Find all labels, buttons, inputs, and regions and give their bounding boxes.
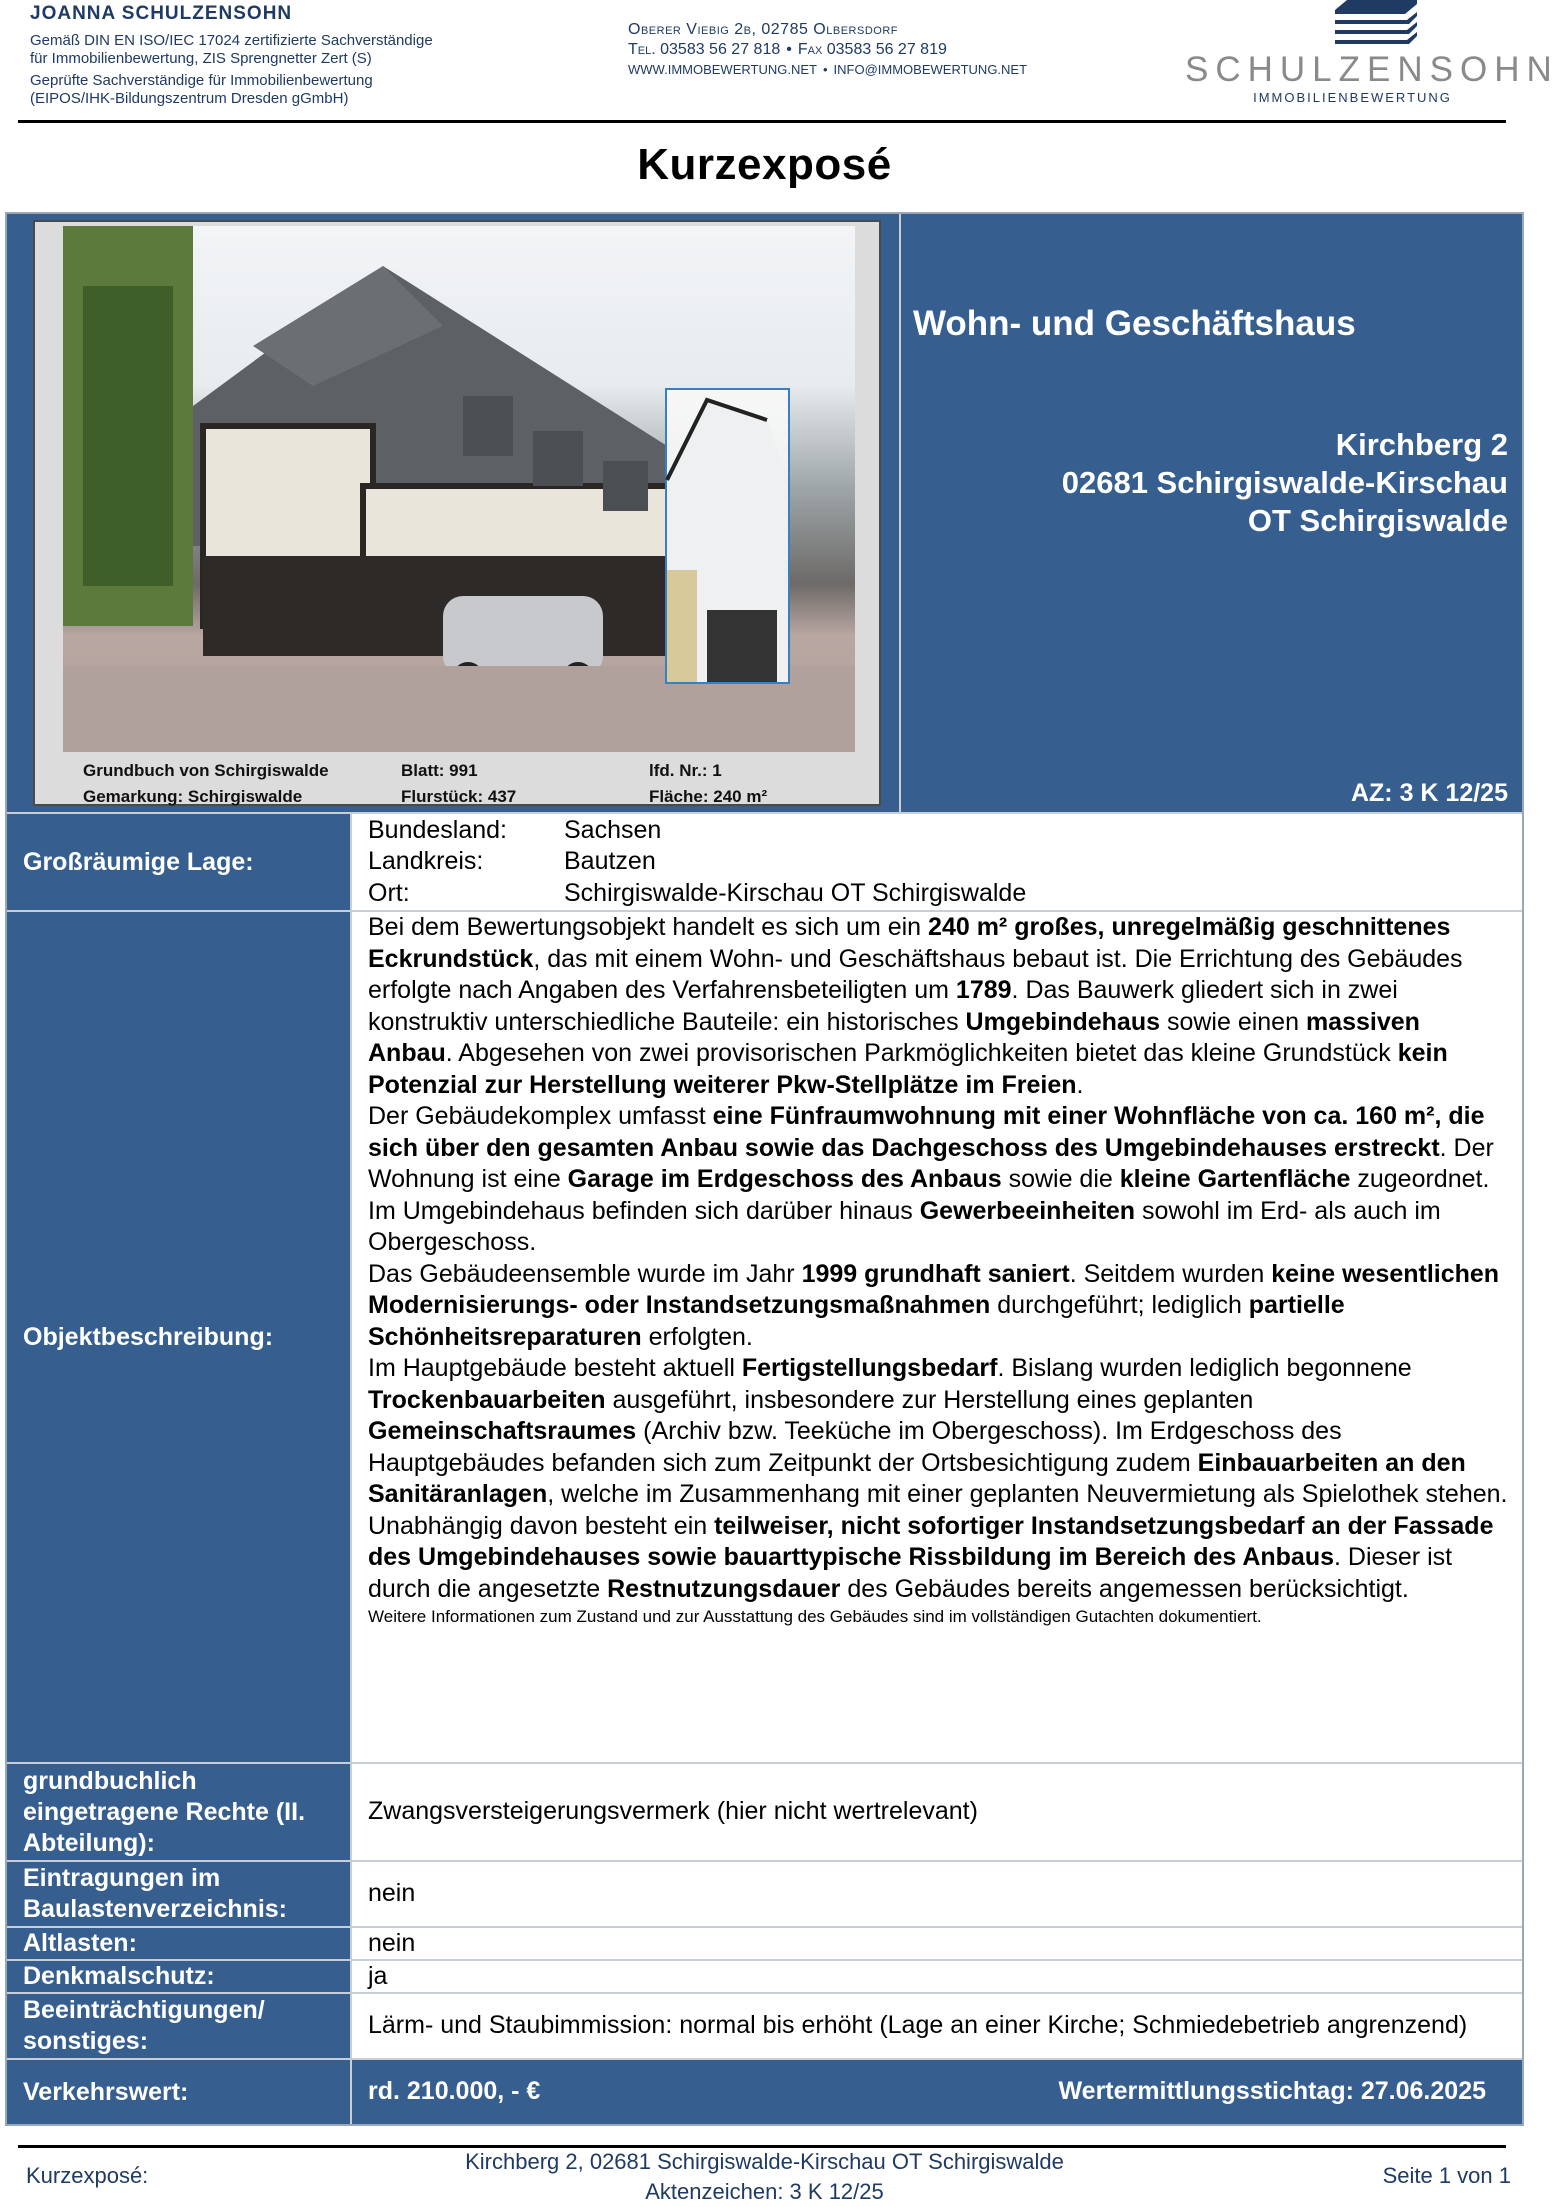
text-run: Das Gebäudeensemble wurde im Jahr [368,1259,802,1288]
text-run: Der Gebäudekomplex umfasst [368,1102,713,1130]
text-run: , das mit einem Wohn- und Geschäftshaus bebaut ist. Die Errichtung des Gebäudes erfolgte nach Angaben des Verfahrensbeteiligten um [368,944,1463,1004]
emphasized-text: Gemeinschaftsraumes [368,1417,637,1445]
annex-building-image-icon [667,390,788,682]
text-run: erfolgten. [641,1322,753,1351]
phone-number: Tel. 03583 56 27 818 [628,41,781,58]
value-altlasten: nein [368,1928,416,1957]
text-run: sowie die [1001,1165,1120,1193]
address-city: 02681 Schirgiswalde-Kirschau [1061,465,1508,500]
lage-value: Sachsen [564,815,662,844]
lage-key: Bundesland: [368,815,508,844]
footer-doc-type: Kurzexposé: [26,2163,149,2188]
description-paragraph [368,1511,1510,1606]
certification-text [30,32,510,68]
caption-lfd-nr: lfd. Nr.: 1 [649,761,722,780]
letterhead [20,0,1559,122]
footer-reference [0,2147,1529,2207]
case-number: AZ: 3 K 12/25 [1350,779,1508,807]
text-run: durchgeführt; lediglich [990,1291,1249,1319]
emphasized-text: Fertigstellungsbedarf [741,1354,998,1382]
emphasized-text: Garage im Erdgeschoss des Anbaus [567,1165,1002,1193]
row-denkmal [7,1961,1522,1994]
expose-table [5,212,1524,2126]
lage-value: Bautzen [564,847,656,876]
description-paragraph [368,912,1510,1101]
emphasized-text: teilweiser, nicht sofortiger Instandsetzungsbedarf an der Fassade des Umgebindehauses sowie bauarttypische Rissbildung im Bereich des Anbaus [368,1511,1494,1571]
address-district: OT Schirgiswalde [1247,503,1508,538]
valuation-date: Wertermittlungsstichtag: 27.06.2025 [1058,2077,1486,2106]
cert-line: für Immobilienbewertung, ZIS Sprengnetter Zert (S) [30,50,372,67]
row-beschreibung [7,912,1522,1764]
logo-subtitle: IMMOBILIENBEWERTUNG [1253,90,1452,105]
text-run: . Dieser ist durch die angesetzte [368,1543,1453,1603]
emphasized-text: Trockenbauarbeiten [368,1385,606,1414]
caption-blatt: Blatt: 991 [401,761,478,780]
caption-flurstueck: Flurstück: 437 [401,787,517,806]
label-lage: Großräumige Lage: [7,814,352,910]
text-run: des Gebäudes bereits angemessen berücksichtigt. [840,1574,1409,1603]
lage-value: Schirgiswalde-Kirschau OT Schirgiswalde [564,878,1027,907]
text-run: sowohl im Erd- als auch im Obergeschoss. [368,1196,1441,1256]
company-logo [1185,0,1559,110]
value-denkmal: ja [368,1961,388,1990]
label-baulasten: Eintragungen im Baulastenverzeichnis: [7,1862,352,1926]
caption-gemarkung: Gemarkung: Schirgiswalde [83,787,303,806]
text-run: sowie einen [1160,1007,1306,1036]
phone-fax [628,40,1027,60]
lage-key: Ort: [368,878,410,907]
label-beeintraechtigungen: Beeinträchtigungen/ sonstiges: [7,1994,352,2058]
email-link[interactable]: INFO@IMMOBEWERTUNG.NET [833,62,1028,77]
row-baulasten [7,1862,1522,1928]
hero-section [7,214,1522,814]
value-beeintraechtigungen: Lärm- und Staubimmission: normal bis erhöht (Lage an einer Kirche; Schmiedebetrieb angrenzend) [368,2011,1468,2040]
value-beschreibung [352,912,1522,1762]
photo-frame [33,220,881,806]
appraiser-name: JOANNA SCHULZENSOHN [30,3,293,24]
text-run: . Das Bauwerk gliedert sich in zwei konstruktiv unterschiedliche Bauteile: ein historisches [368,976,1398,1036]
emphasized-text: Gewerbeeinheiten [919,1196,1136,1225]
lage-grid [368,815,1510,910]
text-run: Bei dem Bewertungsobjekt handelt es sich um ein [368,913,929,941]
text-run: ausgeführt, insbesondere zur Herstellung eines geplanten [605,1385,1254,1414]
page-number: Seite 1 von 1 [1382,2163,1511,2188]
label-beschreibung: Objektbeschreibung: [7,912,352,1762]
photo-panel [7,214,901,812]
emphasized-text: Einbauarbeiten an den Sanitäranlagen [368,1448,1466,1508]
description-paragraph [368,1101,1510,1196]
cert-line: Geprüfte Sachverständige für Immobilienbewertung [30,72,373,89]
fax-number: Fax 03583 56 27 819 [797,41,947,58]
description-footnote: Weitere Informationen zum Zustand und zur Ausstattung des Gebäudes sind im vollständigen Gutachten dokumentiert. [368,1607,1262,1626]
building-photo-annex [665,388,790,684]
emphasized-text: kleine Gartenfläche [1119,1165,1351,1193]
emphasized-text: 1789 [955,976,1012,1004]
separator-dot: • [786,41,792,58]
caption-flaeche: Fläche: 240 m² [649,787,768,806]
web-email [628,60,1027,80]
label-rechte: grundbuchlich eingetragene Rechte (II. Abteilung): [7,1764,352,1860]
market-value: rd. 210.000, - € [368,2077,541,2106]
stacked-layers-logo-icon [1335,0,1417,46]
description-paragraph [368,1353,1510,1511]
description-paragraph [368,1196,1510,1259]
text-run: . Bislang wurden lediglich begonnene [997,1354,1412,1382]
row-altlasten [7,1928,1522,1961]
page-title: Kurzexposé [637,140,892,189]
emphasized-text: massiven Anbau [368,1007,1420,1067]
text-run: Im Hauptgebäude besteht aktuell [368,1354,742,1382]
office-address: Oberer Viebig 2b, 02785 Olbersdorf [628,21,898,38]
object-summary-panel [901,214,1522,812]
value-verkehrswert [352,2060,1522,2124]
text-run: (Archiv bzw. Teeküche im Obergeschoss). Im Erdgeschoss des Hauptgebäudes befanden sich zum Zeitpunkt der Ortsbesichtigung zudem [368,1417,1342,1477]
emphasized-text: 240 m² großes, unregelmäßig geschnittenes Eckrundstück [368,913,1451,973]
emphasized-text: partielle Schönheitsreparaturen [368,1291,1345,1351]
object-address [1062,426,1508,540]
text-run: . Seitdem wurden [1069,1259,1272,1288]
row-verkehrswert [7,2060,1522,2124]
lage-key: Landkreis: [368,847,484,876]
text-run: , welche im Zusammenhang mit einer geplanten Neuvermietung als Spielothek stehen. [547,1480,1508,1508]
value-lage [352,814,1522,910]
letterhead-contact [628,20,1027,80]
text-run: . [1076,1070,1084,1099]
text-run: Im Umgebindehaus befinden sich darüber hinaus [368,1196,920,1225]
caption-grundbuch: Grundbuch von Schirgiswalde [83,761,329,780]
emphasized-text: Restnutzungsdauer [607,1574,841,1603]
emphasized-text: Umgebindehaus [965,1007,1161,1036]
header-divider [18,120,1506,123]
emphasized-text: keine wesentlichen Modernisierungs- oder Instandsetzungsmaßnahmen [368,1259,1500,1319]
cert-line: Gemäß DIN EN ISO/IEC 17024 zertifizierte Sachverständige [30,32,433,49]
footer-address: Kirchberg 2, 02681 Schirgiswalde-Kirschau OT Schirgiswalde [465,2149,1064,2174]
row-lage [7,814,1522,912]
qualification-text [30,72,510,108]
emphasized-text: eine Fünfraumwohnung mit einer Wohnfläche von ca. 160 m², die sich über den gesamten Anbau sowie das Dachgeschoss des Umgebindehauses erstreckt [368,1102,1485,1162]
description-paragraph [368,1259,1510,1354]
object-type: Wohn- und Geschäftshaus [913,304,1356,343]
cert-line: (EIPOS/IHK-Bildungszentrum Dresden gGmbH) [30,90,349,107]
text-run: Unabhängig davon besteht ein [368,1511,715,1540]
text-run: . Der Wohnung ist eine [368,1133,1494,1193]
address-street: Kirchberg 2 [1335,427,1508,462]
label-verkehrswert: Verkehrswert: [7,2060,352,2124]
website-link[interactable]: WWW.IMMOBEWERTUNG.NET [628,62,817,77]
text-run: . Abgesehen von zwei provisorischen Parkmöglichkeiten bietet das kleine Grundstück [445,1039,1398,1067]
label-denkmal: Denkmalschutz: [7,1961,352,1992]
separator-dot: • [822,62,828,77]
footer-case-number: Aktenzeichen: 3 K 12/25 [645,2179,884,2204]
label-altlasten: Altlasten: [7,1928,352,1959]
row-beeintraechtigungen [7,1994,1522,2060]
emphasized-text: 1999 grundhaft saniert [801,1259,1070,1288]
row-rechte [7,1764,1522,1862]
letterhead-credentials [30,2,510,108]
logo-wordmark: SCHULZENSOHN [1185,50,1559,89]
value-rechte: Zwangsversteigerungsvermerk (hier nicht wertrelevant) [368,1797,978,1826]
value-baulasten: nein [368,1879,416,1908]
text-run: zugeordnet. [1350,1165,1490,1193]
emphasized-text: kein Potenzial zur Herstellung weiterer Pkw-Stellplätze im Freien [368,1039,1448,1099]
